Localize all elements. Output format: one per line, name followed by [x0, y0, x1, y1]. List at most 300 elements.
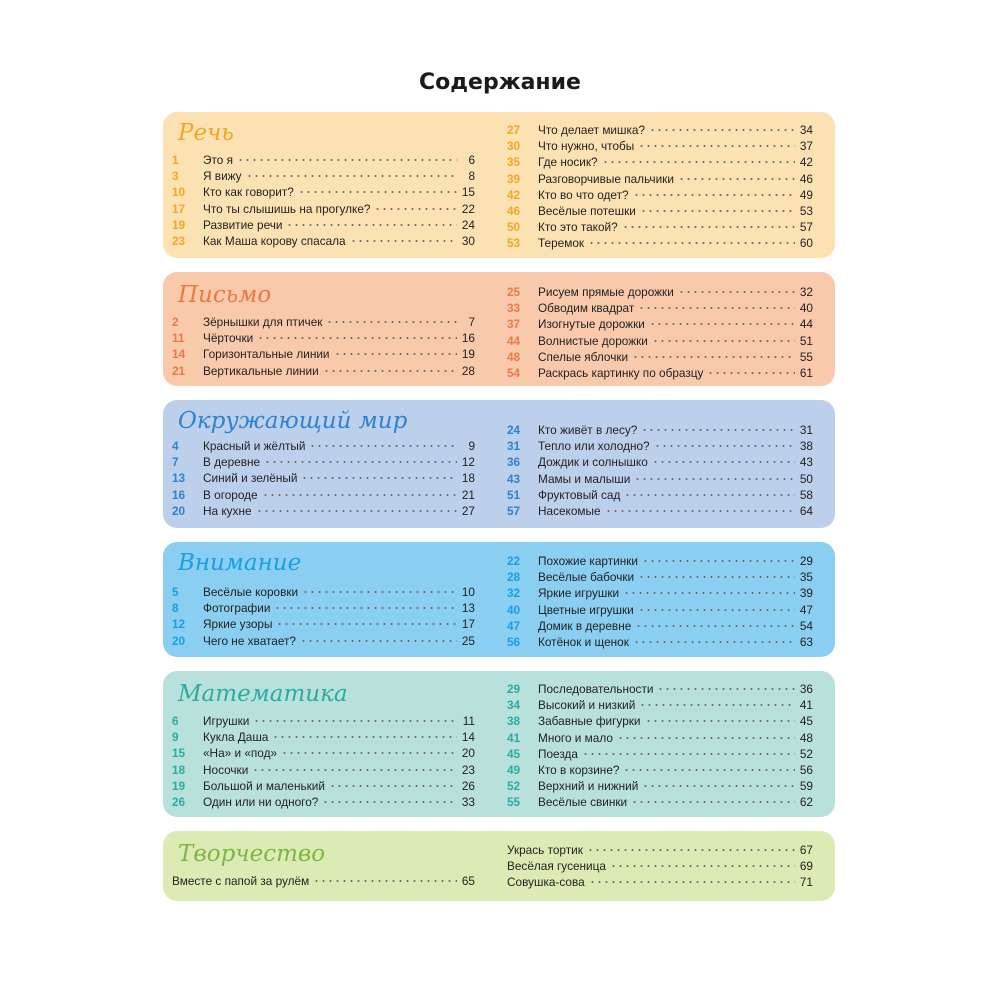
dot-leader	[633, 641, 795, 643]
entry-title: Красный и жёлтый	[203, 439, 306, 453]
entry-page-number: 20	[461, 746, 475, 761]
entry-title: Носочки	[203, 762, 249, 777]
section-mir	[163, 400, 835, 528]
toc-entry[interactable]	[507, 762, 813, 778]
entry-title: Забавные фигурки	[538, 714, 641, 729]
toc-entry[interactable]	[507, 602, 813, 618]
section-rech	[163, 112, 835, 258]
dot-leader	[640, 210, 795, 212]
entry-number: 42	[507, 187, 521, 202]
toc-entry[interactable]	[507, 471, 813, 487]
column-right	[507, 284, 813, 381]
dot-leader	[281, 752, 457, 754]
toc-entry[interactable]	[507, 438, 813, 454]
entry-title: Вертикальные линии	[203, 363, 319, 378]
dot-leader	[649, 323, 795, 325]
entry-page-number: 60	[799, 236, 813, 251]
toc-entry[interactable]	[172, 616, 475, 632]
toc-entry[interactable]	[507, 171, 813, 187]
toc-entry[interactable]	[507, 858, 813, 874]
entry-page-number: 44	[799, 317, 813, 332]
dot-leader	[350, 240, 457, 242]
entry-title: Обводим квадрат	[538, 301, 635, 316]
dot-leader	[374, 208, 457, 210]
toc-entry[interactable]	[507, 316, 813, 332]
toc-entry[interactable]	[507, 349, 813, 365]
dot-leader	[642, 785, 795, 787]
entry-title: Кто живёт в лесу?	[538, 423, 638, 437]
entry-page-number: 26	[461, 778, 475, 793]
dot-leader	[300, 640, 457, 642]
entry-number: 22	[507, 554, 521, 568]
entry-title: Кто как говорит?	[203, 185, 294, 200]
entry-page-number: 67	[799, 843, 813, 857]
entry-title: Домик в деревне	[538, 618, 632, 633]
toc-entry[interactable]	[507, 138, 813, 154]
entry-number: 53	[507, 236, 521, 251]
dot-leader	[252, 769, 457, 771]
entry-number: 36	[507, 455, 521, 470]
entry-number: 9	[172, 730, 179, 745]
entry-title: Весёлые бабочки	[538, 570, 635, 585]
section-vnimanie	[163, 542, 835, 657]
entry-page-number: 57	[799, 220, 813, 235]
entry-title: Что ты слышишь на прогулке?	[203, 201, 371, 216]
entry-title: Дождик и солнышко	[538, 455, 648, 470]
entry-title: Один или ни одного?	[203, 794, 319, 809]
column-right	[507, 422, 813, 519]
entry-page-number: 29	[799, 554, 813, 568]
toc-entry[interactable]	[172, 168, 475, 184]
entry-number: 24	[507, 423, 521, 437]
toc-entry[interactable]	[172, 762, 475, 778]
entry-number: 31	[507, 439, 521, 454]
entry-page-number: 55	[799, 349, 813, 364]
entry-number: 2	[172, 315, 179, 329]
toc-entry[interactable]	[507, 122, 813, 138]
dot-leader	[322, 801, 457, 803]
entry-page-number: 34	[799, 123, 813, 137]
dot-leader	[253, 720, 457, 722]
entry-title: Как Маша корову спасала	[203, 233, 346, 248]
entry-title: Теремок	[538, 236, 585, 251]
entry-page-number: 8	[468, 169, 475, 184]
dot-leader	[313, 880, 457, 882]
entry-page-number: 52	[799, 746, 813, 761]
entry-title: Большой и маленький	[203, 778, 325, 793]
entry-number: 54	[507, 365, 521, 380]
dot-leader	[276, 623, 457, 625]
entry-page-number: 30	[461, 233, 475, 248]
toc-entry[interactable]	[507, 422, 813, 438]
entry-number: 12	[172, 617, 186, 632]
entry-page-number: 16	[461, 331, 475, 346]
entry-page-number: 61	[799, 365, 813, 380]
section-title: Письмо	[178, 282, 272, 308]
entry-number: 46	[507, 203, 521, 218]
entry-page-number: 24	[461, 217, 475, 232]
toc-entry[interactable]	[172, 233, 475, 249]
entry-title: Кто во что одет?	[538, 187, 629, 202]
section-pismo	[163, 272, 835, 386]
entry-page-number: 17	[461, 617, 475, 632]
entry-title: Чёрточки	[203, 331, 254, 346]
dot-leader	[262, 494, 457, 496]
entry-title: Котёнок и щенок	[538, 634, 629, 649]
entry-number: 3	[172, 169, 179, 184]
entry-title: Что делает мишка?	[538, 123, 646, 137]
entry-number: 20	[172, 633, 186, 648]
toc-entry[interactable]	[507, 284, 813, 300]
entry-title: Где носик?	[538, 155, 598, 170]
entry-title: Кто в корзине?	[538, 762, 620, 777]
entry-page-number: 46	[799, 171, 813, 186]
toc-entry[interactable]	[172, 438, 475, 454]
toc-entry[interactable]	[507, 553, 813, 569]
dot-leader	[309, 445, 457, 447]
toc-entry[interactable]	[172, 201, 475, 217]
entry-title: Изогнутые дорожки	[538, 317, 645, 332]
toc-entry[interactable]	[507, 842, 813, 858]
dot-leader	[264, 461, 457, 463]
dot-leader	[642, 560, 795, 562]
entry-page-number: 53	[799, 203, 813, 218]
dot-leader	[589, 881, 795, 883]
toc-entry[interactable]	[172, 454, 475, 470]
toc-entry[interactable]	[507, 874, 813, 890]
entry-page-number: 71	[799, 875, 813, 890]
entry-number: 35	[507, 155, 521, 170]
entry-number: 48	[507, 349, 521, 364]
entry-page-number: 50	[799, 471, 813, 486]
toc-entry[interactable]	[507, 746, 813, 762]
toc-entry[interactable]	[507, 235, 813, 251]
entry-number: 13	[172, 471, 186, 486]
entry-title: Яркие узоры	[203, 617, 273, 632]
toc-entry[interactable]	[507, 713, 813, 729]
entry-title: В огороде	[203, 487, 258, 502]
entry-title: Укрась тортик	[507, 843, 583, 857]
entry-number: 49	[507, 762, 521, 777]
entry-number: 39	[507, 171, 521, 186]
toc-entry[interactable]	[507, 219, 813, 235]
entry-page-number: 31	[799, 423, 813, 437]
section-title: Внимание	[178, 550, 302, 576]
entry-title: Рисуем прямые дорожки	[538, 285, 674, 299]
entry-title: Вместе с папой за рулём	[172, 874, 310, 888]
entry-number: 1	[172, 153, 179, 167]
entry-page-number: 18	[461, 471, 475, 486]
entry-title: Горизонтальные линии	[203, 347, 330, 362]
entry-number: 44	[507, 333, 521, 348]
entry-page-number: 65	[461, 874, 475, 888]
entry-title: Волнистые дорожки	[538, 333, 648, 348]
toc-entry[interactable]	[507, 585, 813, 601]
entry-number: 19	[172, 217, 186, 232]
toc-entry[interactable]	[507, 454, 813, 470]
entry-page-number: 42	[799, 155, 813, 170]
toc-entry[interactable]	[507, 333, 813, 349]
dot-leader	[638, 307, 795, 309]
entry-page-number: 45	[799, 714, 813, 729]
toc-entry[interactable]	[172, 330, 475, 346]
column-left	[172, 152, 475, 249]
toc-entry[interactable]	[507, 203, 813, 219]
entry-title: Совушка-сова	[507, 875, 585, 890]
toc-entry[interactable]	[507, 365, 813, 381]
entry-page-number: 48	[799, 730, 813, 745]
entry-page-number: 47	[799, 602, 813, 617]
dot-leader	[638, 609, 795, 611]
dot-leader	[654, 445, 795, 447]
entry-page-number: 43	[799, 455, 813, 470]
entry-page-number: 56	[799, 762, 813, 777]
toc-entry[interactable]	[507, 569, 813, 585]
entry-title: Кто это такой?	[538, 220, 618, 235]
entry-page-number: 51	[799, 333, 813, 348]
entry-title: На кухне	[203, 503, 252, 518]
section-tvorchestvo	[163, 831, 835, 901]
entry-page-number: 40	[799, 301, 813, 316]
toc-entry[interactable]	[172, 600, 475, 616]
entry-page-number: 62	[799, 795, 813, 810]
dot-leader	[298, 191, 457, 193]
entry-title: Синий и зелёный	[203, 471, 298, 486]
entry-title: Я вижу	[203, 169, 242, 184]
entry-number: 38	[507, 714, 521, 729]
dot-leader	[645, 720, 795, 722]
entry-title: Раскрась картинку по образцу	[538, 365, 704, 380]
toc-entry[interactable]	[172, 487, 475, 503]
entry-number: 14	[172, 347, 186, 362]
entry-page-number: 22	[461, 201, 475, 216]
entry-title: Весёлая гусеница	[507, 859, 606, 874]
entry-number: 8	[172, 601, 179, 616]
entry-title: Поезда	[538, 746, 578, 761]
entry-number: 32	[507, 586, 521, 601]
entry-page-number: 23	[461, 762, 475, 777]
entry-title: Яркие игрушки	[538, 586, 620, 601]
toc-entry[interactable]	[172, 584, 475, 600]
dot-leader	[632, 356, 795, 358]
dot-leader	[610, 865, 795, 867]
entry-number: 15	[172, 746, 186, 761]
column-left	[172, 438, 475, 519]
entry-title: Развитие речи	[203, 217, 283, 232]
entry-title: Последовательности	[538, 682, 654, 696]
toc-entry[interactable]	[507, 697, 813, 713]
dot-leader	[623, 769, 795, 771]
dot-leader	[652, 461, 795, 463]
entry-page-number: 37	[799, 139, 813, 154]
entry-title: Весёлые свинки	[538, 795, 628, 810]
entry-title: Весёлые коровки	[203, 585, 299, 599]
dot-leader	[334, 353, 457, 355]
entry-number: 17	[172, 201, 186, 216]
entry-title: Фотографии	[203, 601, 271, 616]
column-right	[507, 122, 813, 252]
entry-number: 6	[172, 714, 179, 728]
entry-title: Насекомые	[538, 503, 601, 518]
dot-leader	[641, 429, 795, 431]
dot-leader	[652, 340, 795, 342]
dot-leader	[707, 372, 795, 374]
column-left	[172, 314, 475, 379]
entry-number: 34	[507, 698, 521, 713]
toc-entry[interactable]	[172, 217, 475, 233]
dot-leader	[657, 688, 795, 690]
toc-entry[interactable]	[507, 794, 813, 810]
dot-leader	[649, 129, 795, 131]
entry-page-number: 63	[799, 634, 813, 649]
toc-entry[interactable]	[507, 730, 813, 746]
dot-leader	[274, 607, 457, 609]
entry-page-number: 38	[799, 439, 813, 454]
dot-leader	[582, 753, 795, 755]
entry-page-number: 7	[468, 315, 475, 329]
entry-number: 23	[172, 233, 186, 248]
toc-entry[interactable]	[172, 729, 475, 745]
toc-entry[interactable]	[507, 503, 813, 519]
column-right	[507, 553, 813, 650]
dot-leader	[256, 510, 457, 512]
section-title: Окружающий мир	[178, 408, 408, 434]
entry-number: 28	[507, 570, 521, 585]
entry-page-number: 6	[468, 153, 475, 167]
dot-leader	[323, 370, 457, 372]
entry-page-number: 32	[799, 285, 813, 299]
dot-leader	[678, 291, 795, 293]
dot-leader	[633, 194, 795, 196]
toc-entry[interactable]	[507, 618, 813, 634]
dot-leader	[623, 592, 795, 594]
entry-page-number: 35	[799, 570, 813, 585]
entry-title: Это я	[203, 153, 233, 167]
column-left	[172, 713, 475, 810]
entry-number: 7	[172, 455, 179, 470]
page-title: Содержание	[419, 70, 581, 95]
dot-leader	[631, 801, 795, 803]
toc-entry[interactable]	[507, 681, 813, 697]
entry-number: 52	[507, 779, 521, 794]
entry-number: 18	[172, 762, 186, 777]
entry-number: 30	[507, 139, 521, 154]
dot-leader	[302, 591, 457, 593]
entry-title: Тепло или холодно?	[538, 439, 650, 454]
entry-page-number: 15	[461, 185, 475, 200]
section-title: Творчество	[178, 841, 326, 867]
section-title: Речь	[178, 120, 234, 146]
entry-number: 33	[507, 301, 521, 316]
toc-entry[interactable]	[172, 745, 475, 761]
entry-number: 21	[172, 363, 186, 378]
toc-entry[interactable]	[172, 633, 475, 649]
entry-title: Цветные игрушки	[538, 602, 634, 617]
entry-title: Фруктовый сад	[538, 487, 621, 502]
toc-entry[interactable]	[172, 184, 475, 200]
dot-leader	[638, 145, 795, 147]
toc-entry[interactable]	[172, 503, 475, 519]
toc-entry[interactable]	[507, 300, 813, 316]
toc-entry[interactable]	[172, 346, 475, 362]
entry-title: Кукла Даша	[203, 730, 269, 745]
toc-entry[interactable]	[172, 470, 475, 486]
entry-number: 10	[172, 185, 186, 200]
dot-leader	[624, 494, 795, 496]
entry-title: Чего не хватает?	[203, 633, 296, 648]
dot-leader	[638, 576, 795, 578]
entry-title: Высокий и низкий	[538, 698, 636, 713]
dot-leader	[635, 625, 795, 627]
toc-entry[interactable]	[507, 778, 813, 794]
entry-number: 26	[172, 794, 186, 809]
entry-number: 56	[507, 634, 521, 649]
toc-entry[interactable]	[172, 363, 475, 379]
dot-leader	[257, 337, 457, 339]
column-right	[507, 842, 813, 891]
entry-page-number: 27	[461, 503, 475, 518]
entry-title: В деревне	[203, 455, 261, 470]
entry-title: Игрушки	[203, 714, 250, 728]
entry-page-number: 13	[461, 601, 475, 616]
dot-leader	[639, 704, 795, 706]
entry-title: Что нужно, чтобы	[538, 139, 635, 154]
dot-leader	[286, 224, 457, 226]
entry-number: 5	[172, 585, 179, 599]
dot-leader	[326, 321, 457, 323]
entry-page-number: 64	[799, 503, 813, 518]
entry-page-number: 69	[799, 859, 813, 874]
toc-entry[interactable]	[507, 187, 813, 203]
entry-page-number: 21	[461, 487, 475, 502]
toc-entry[interactable]	[172, 314, 475, 330]
toc-entry[interactable]	[507, 154, 813, 170]
entry-number: 43	[507, 471, 521, 486]
dot-leader	[329, 785, 457, 787]
entry-page-number: 12	[461, 455, 475, 470]
entry-page-number: 41	[799, 698, 813, 713]
toc-entry[interactable]	[172, 794, 475, 810]
toc-entry[interactable]	[172, 873, 475, 889]
entry-number: 41	[507, 730, 521, 745]
dot-leader	[634, 478, 795, 480]
toc-entry[interactable]	[172, 152, 475, 168]
entry-number: 40	[507, 602, 521, 617]
dot-leader	[301, 477, 457, 479]
entry-page-number: 11	[462, 714, 475, 728]
dot-leader	[617, 737, 795, 739]
entry-number: 50	[507, 220, 521, 235]
entry-page-number: 14	[461, 730, 475, 745]
entry-number: 20	[172, 503, 186, 518]
entry-title: Мамы и малыши	[538, 471, 631, 486]
entry-title: Похожие картинки	[538, 554, 638, 568]
dot-leader	[246, 175, 457, 177]
entry-title: Спелые яблочки	[538, 349, 629, 364]
dot-leader	[272, 736, 457, 738]
toc-entry[interactable]	[507, 634, 813, 650]
entry-number: 57	[507, 503, 521, 518]
entry-number: 11	[172, 331, 185, 346]
toc-entry[interactable]	[172, 778, 475, 794]
dot-leader	[602, 161, 795, 163]
toc-entry[interactable]	[172, 713, 475, 729]
entry-title: Разговорчивые пальчики	[538, 171, 674, 186]
dot-leader	[587, 849, 795, 851]
entry-title: Верхний и нижний	[538, 779, 639, 794]
entry-page-number: 58	[799, 487, 813, 502]
toc-entry[interactable]	[507, 487, 813, 503]
